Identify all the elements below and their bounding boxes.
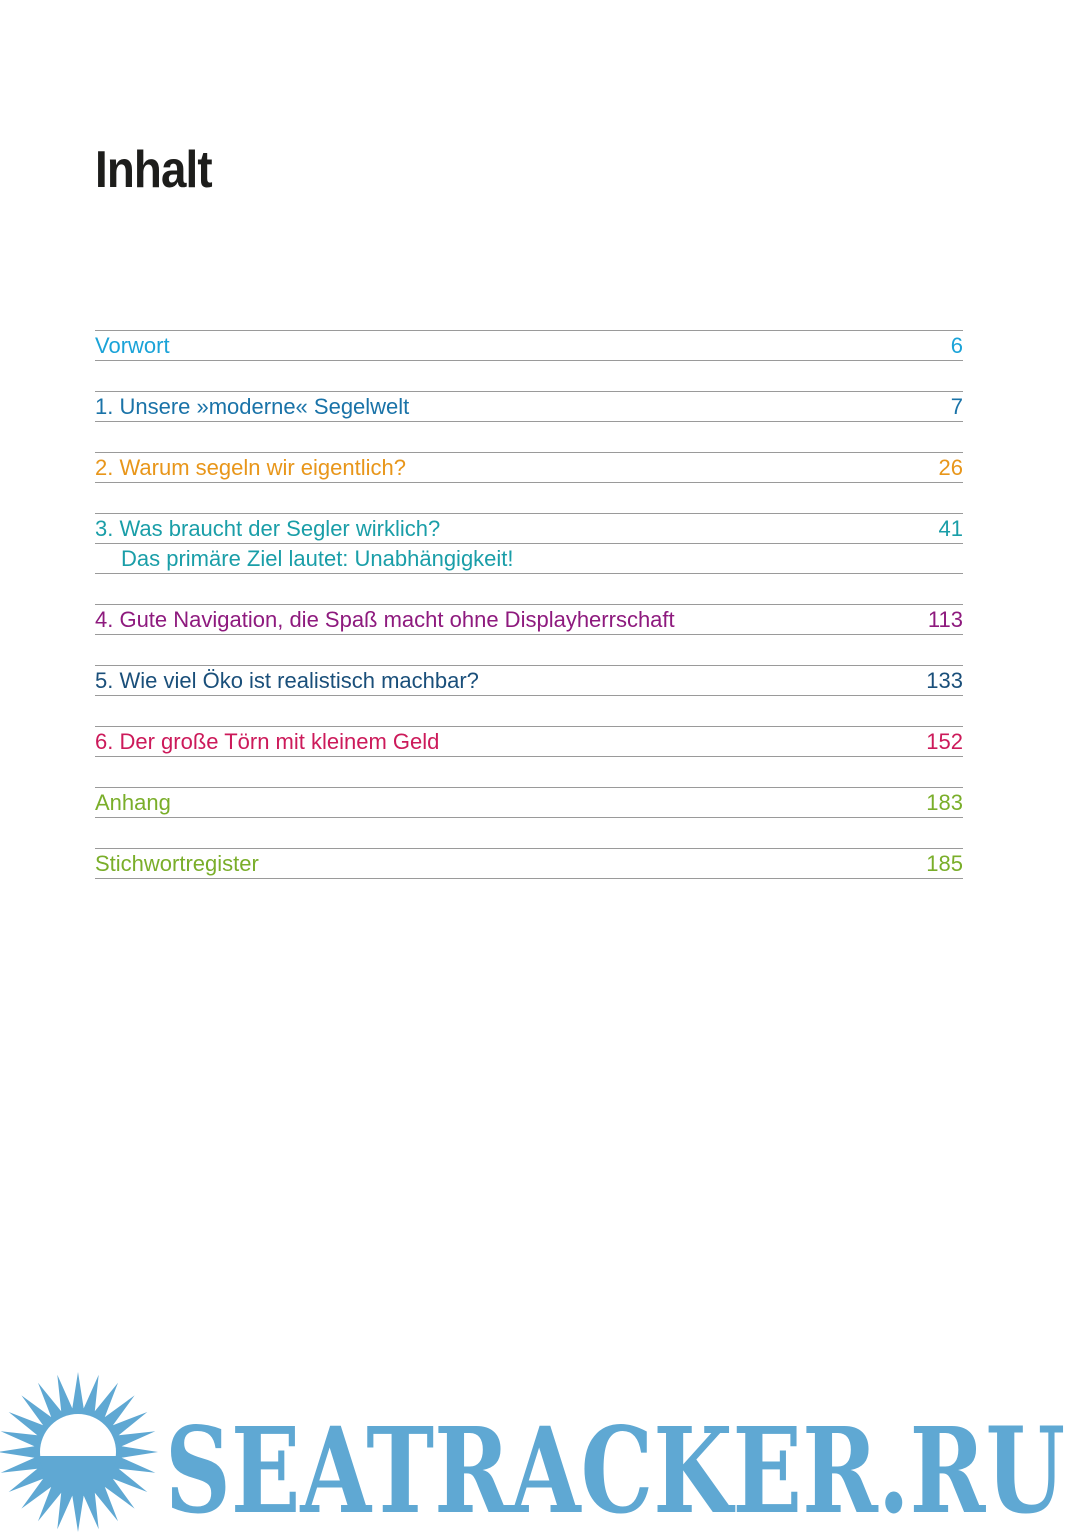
- toc-page-number: 185: [926, 850, 963, 876]
- toc-page-number: 133: [926, 667, 963, 693]
- toc-entry: [95, 604, 963, 635]
- toc-entry: [95, 391, 963, 422]
- watermark-text: SEATRACKER.RU: [165, 1401, 1065, 1532]
- toc-subtitle-row[interactable]: [95, 543, 963, 574]
- toc-entry: [95, 330, 963, 361]
- toc-row[interactable]: [95, 452, 963, 483]
- toc-entry: [95, 787, 963, 818]
- toc-label: 5. Wie viel Öko ist realistisch machbar?: [95, 667, 479, 693]
- toc-label: Anhang: [95, 789, 171, 815]
- page-title: Inhalt: [95, 141, 212, 199]
- toc-row[interactable]: [95, 665, 963, 696]
- toc-label: 4. Gute Navigation, die Spaß macht ohne Displayherrschaft: [95, 606, 675, 632]
- toc-row[interactable]: [95, 787, 963, 818]
- toc-row[interactable]: [95, 513, 963, 543]
- sun-icon: [0, 1372, 158, 1532]
- toc-entry: [95, 665, 963, 696]
- toc-label: 3. Was braucht der Segler wirklich?: [95, 515, 441, 541]
- toc-entry: [95, 726, 963, 757]
- toc-row[interactable]: [95, 726, 963, 757]
- toc-row[interactable]: [95, 604, 963, 635]
- toc-label: 6. Der große Törn mit kleinem Geld: [95, 728, 440, 754]
- toc-page-number: 7: [950, 393, 963, 419]
- toc-page-number: 41: [938, 515, 963, 541]
- toc-label: 2. Warum segeln wir eigentlich?: [95, 454, 406, 480]
- toc-page-number: 113: [927, 606, 963, 632]
- toc-row[interactable]: [95, 391, 963, 422]
- table-of-contents: [95, 330, 963, 909]
- toc-entry: [95, 848, 963, 879]
- toc-label: Stichwortregister: [95, 850, 259, 876]
- toc-entry: [95, 513, 963, 574]
- watermark: [0, 1370, 1080, 1532]
- toc-label: Das primäre Ziel lautet: Unabhängigkeit!: [121, 545, 514, 571]
- toc-label: Vorwort: [95, 332, 170, 358]
- toc-page-number: 183: [926, 789, 963, 815]
- toc-row[interactable]: [95, 330, 963, 361]
- toc-label: 1. Unsere »moderne« Segelwelt: [95, 393, 410, 419]
- toc-page-number: 26: [938, 454, 963, 480]
- toc-page-number: 6: [950, 332, 963, 358]
- toc-page-number: 152: [926, 728, 963, 754]
- toc-entry: [95, 452, 963, 483]
- toc-row[interactable]: [95, 848, 963, 879]
